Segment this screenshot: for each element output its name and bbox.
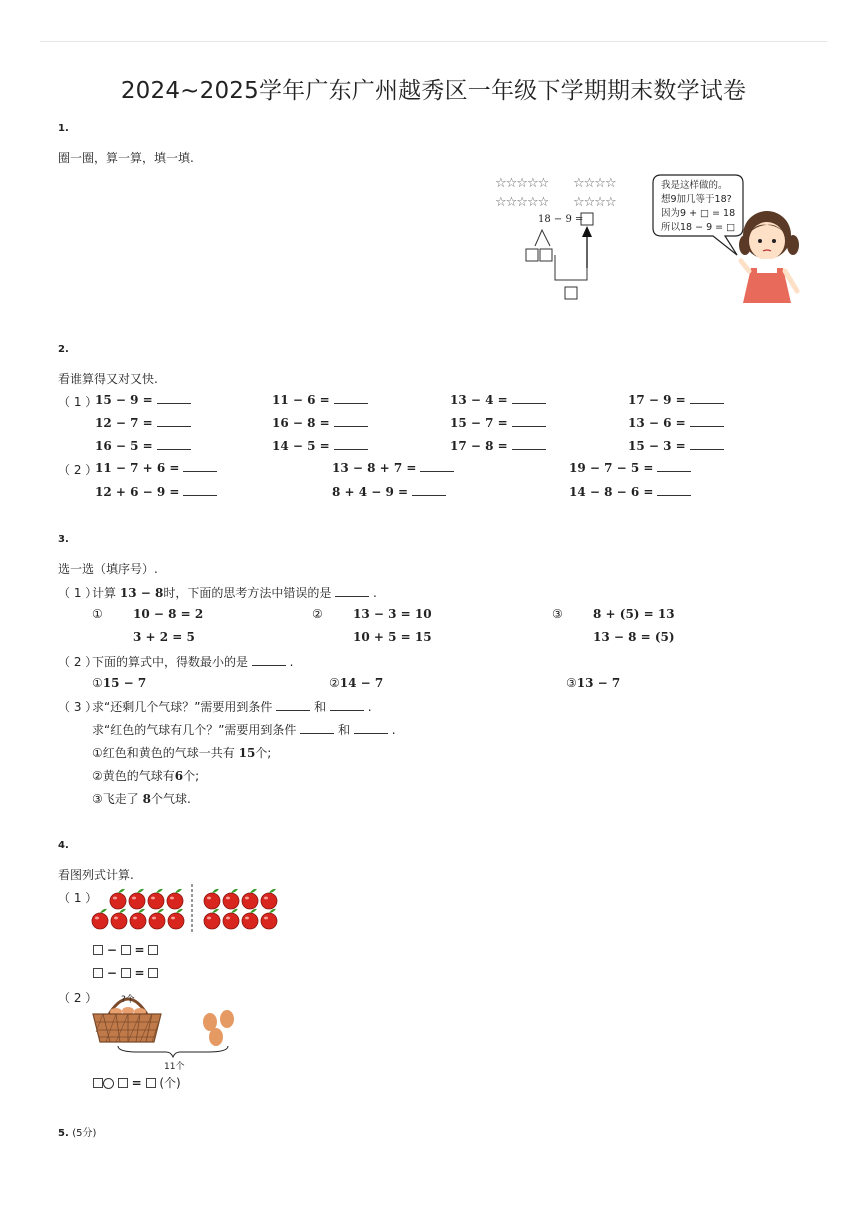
answer-blank[interactable] (512, 439, 546, 450)
q1-equation: 18 − 9 = (538, 214, 584, 225)
q4-p2-label: （ 2 ） (58, 991, 98, 1005)
answer-blank[interactable] (252, 655, 286, 666)
question-3-number: 3. (58, 534, 69, 545)
apple-icon (223, 889, 239, 909)
apple-icon (167, 889, 183, 909)
answer-blank[interactable] (334, 439, 368, 450)
apple-icon (168, 909, 184, 929)
q2-p1-item: 15 − 9 = (95, 393, 191, 407)
q3-opt1-mark: ① (92, 607, 103, 621)
answer-blank[interactable] (354, 723, 388, 734)
q2-p1-item: 17 − 8 = (450, 439, 546, 453)
q3-p1-label: （ 1 ） (58, 586, 98, 600)
apple-icon (110, 889, 126, 909)
apple-icon (129, 889, 145, 909)
q2-p1-item: 16 − 8 = (272, 416, 368, 430)
question-5-points: (5分) (72, 1128, 97, 1139)
answer-blank[interactable] (690, 439, 724, 450)
q2-p1-item: 14 − 5 = (272, 439, 368, 453)
stars-row1-right: ☆☆☆☆ (573, 176, 616, 191)
apple-icon (149, 909, 165, 929)
q3-p2-opt3: ③13 − 7 (566, 676, 621, 690)
girl-figure (739, 211, 799, 303)
q2-p2-item: 13 − 8 + 7 = (332, 461, 454, 475)
q3-p3-line1: 求“还剩几个气球？”需要用到条件 和 . (92, 700, 372, 714)
apples-illustration (90, 884, 285, 934)
apple-icon (148, 889, 164, 909)
apple-icon (261, 889, 277, 909)
bubble-line-2: 想9加几等于18? (661, 194, 732, 205)
q3-condition-3: ③飞走了 8个气球. (92, 792, 191, 806)
q2-p1-item: 13 − 4 = (450, 393, 546, 407)
question-5-number: 5. (5分) (58, 1128, 97, 1139)
answer-blank[interactable] (512, 416, 546, 427)
decompose-diagram (515, 210, 615, 302)
q2-p2-item: 19 − 7 − 5 = (569, 461, 691, 475)
question-1-instruction: 圈一圈，算一算，填一填. (58, 151, 194, 165)
bubble-line-3: 因为9 + □ = 18 (661, 208, 736, 219)
answer-blank[interactable] (276, 700, 310, 711)
q3-p3-line2: 求“红色的气球有几个？”需要用到条件 和 . (92, 723, 396, 737)
apple-icon (261, 909, 277, 929)
q3-opt1-line2: 3 + 2 = 5 (133, 630, 195, 644)
q2-part1-label: （ 1 ） (58, 395, 98, 409)
answer-blank[interactable] (512, 393, 546, 404)
total-label: 11个 (164, 1062, 185, 1072)
question-1-number: 1. (58, 123, 69, 134)
q3-opt2-line1: 13 − 3 = 10 (353, 607, 432, 621)
q3-opt3-line2: 13 − 8 = (5) (593, 630, 675, 644)
apple-icon (204, 909, 220, 929)
q2-p2-item: 11 − 7 + 6 = (95, 461, 217, 475)
bubble-line-4: 所以18 − 9 = □ (661, 222, 736, 233)
question-2-instruction: 看谁算得又对又快. (58, 372, 158, 386)
q4-p1-equation-1: − = (93, 943, 158, 957)
answer-blank[interactable] (334, 416, 368, 427)
q2-p1-item: 15 − 7 = (450, 416, 546, 430)
answer-blank[interactable] (420, 461, 454, 472)
q3-p2-opt1: ①15 − 7 (92, 676, 147, 690)
q3-opt2-line2: 10 + 5 = 15 (353, 630, 432, 644)
stars-row1-left: ☆☆☆☆☆ (495, 176, 549, 191)
answer-blank[interactable] (183, 461, 217, 472)
answer-blank[interactable] (657, 485, 691, 496)
bubble-line-1: 我是这样做的。 (661, 180, 728, 191)
page-title: 2024~2025学年广东广州越秀区一年级下学期期末数学试卷 (120, 78, 747, 104)
girl-speech-illustration (645, 173, 805, 308)
q2-p2-item: 12 + 6 − 9 = (95, 485, 217, 499)
answer-blank[interactable] (330, 700, 364, 711)
answer-blank[interactable] (300, 723, 334, 734)
apple-icon (242, 889, 258, 909)
q4-p1-equation-2: − = (93, 966, 158, 980)
egg-basket-illustration (88, 982, 248, 1074)
question-4-number: 4. (58, 840, 69, 851)
q3-opt3-line1: 8 + (5) = 13 (593, 607, 675, 621)
question-3-instruction: 选一选（填序号）. (58, 562, 158, 576)
q2-p1-item: 16 − 5 = (95, 439, 191, 453)
answer-blank[interactable] (157, 439, 191, 450)
apple-icon (223, 909, 239, 929)
answer-blank[interactable] (690, 393, 724, 404)
answer-blank[interactable] (335, 586, 369, 597)
top-divider (40, 41, 827, 42)
q3-p1-question: 计算 13 − 8时，下面的思考方法中错误的是 . (92, 586, 377, 600)
q4-p1-label: （ 1 ） (58, 891, 98, 905)
q2-p2-item: 8 + 4 − 9 = (332, 485, 446, 499)
q2-p2-item: 14 − 8 − 6 = (569, 485, 691, 499)
answer-blank[interactable] (157, 416, 191, 427)
stars-row2-right: ☆☆☆☆ (573, 195, 616, 210)
q3-condition-2: ②黄色的气球有6个; (92, 769, 200, 783)
q4-p2-equation: = (个) (93, 1074, 181, 1091)
answer-blank[interactable] (183, 485, 217, 496)
q2-p1-item: 11 − 6 = (272, 393, 368, 407)
answer-blank[interactable] (157, 393, 191, 404)
answer-blank[interactable] (412, 485, 446, 496)
apple-icon (130, 909, 146, 929)
q3-opt3-mark: ③ (552, 607, 563, 621)
answer-blank[interactable] (690, 416, 724, 427)
q3-opt1-line1: 10 − 8 = 2 (133, 607, 204, 621)
apple-icon (92, 909, 108, 929)
basket-label: ?个 (121, 995, 135, 1005)
apple-icon (111, 909, 127, 929)
q3-p3-label: （ 3 ） (58, 700, 98, 714)
q3-p2-question: 下面的算式中，得数最小的是 . (92, 655, 294, 669)
q3-condition-1: ①红色和黄色的气球一共有 15个; (92, 746, 272, 760)
apple-icon (204, 889, 220, 909)
stars-row2-left: ☆☆☆☆☆ (495, 195, 549, 210)
q3-p2-label: （ 2 ） (58, 655, 98, 669)
answer-blank[interactable] (334, 393, 368, 404)
q2-p1-item: 12 − 7 = (95, 416, 191, 430)
question-2-number: 2. (58, 344, 69, 355)
q2-p1-item: 15 − 3 = (628, 439, 724, 453)
q3-opt2-mark: ② (312, 607, 323, 621)
question-4-instruction: 看图列式计算. (58, 868, 134, 882)
q3-p2-opt2: ②14 − 7 (329, 676, 384, 690)
q2-p1-item: 13 − 6 = (628, 416, 724, 430)
q2-p1-item: 17 − 9 = (628, 393, 724, 407)
q2-part2-label: （ 2 ） (58, 463, 98, 477)
answer-blank[interactable] (657, 461, 691, 472)
apple-icon (242, 909, 258, 929)
